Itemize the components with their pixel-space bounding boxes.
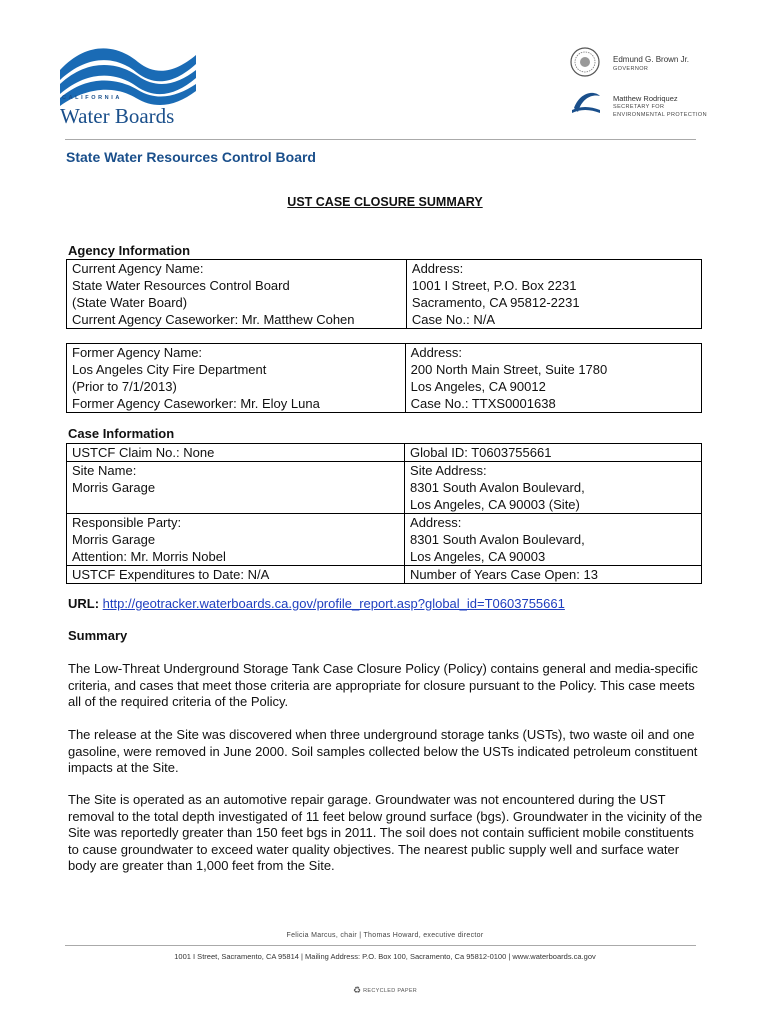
footer-divider	[65, 945, 696, 946]
responsible-party-address-cell	[405, 514, 702, 566]
cell-line: Current Agency Caseworker: Mr. Matthew Cohen	[72, 312, 355, 327]
summary-paragraph-1: The Low-Threat Underground Storage Tank Case Closure Policy (Policy) contains general and media-specific criteria, and cases that meet those criteria are appropriate for closure pursuant to the Policy. This case meets all of the required criteria of the Policy.	[68, 661, 698, 710]
footer-officials: Felicia Marcus, chair | Thomas Howard, executive director	[286, 932, 484, 939]
logo-state-text: CALIFORNIA	[62, 95, 122, 101]
cell-line: Site Address:	[410, 463, 487, 478]
cell-line: State Water Resources Control Board	[72, 278, 290, 293]
table-row	[67, 444, 702, 462]
table-row	[67, 566, 702, 584]
cell-line: Address:	[410, 515, 462, 530]
case-information-table	[66, 443, 702, 584]
table-row	[67, 462, 702, 514]
current-agency-table	[66, 259, 702, 329]
governor-name: Edmund G. Brown Jr.	[613, 55, 690, 64]
current-agency-address-cell	[406, 260, 701, 329]
cell-line: Los Angeles, CA 90012	[410, 379, 546, 394]
cell-line: USTCF Claim No.: None	[72, 445, 215, 460]
cell-line: Case No.: TTXS0001638	[410, 396, 556, 411]
former-agency-table	[66, 343, 702, 413]
secretary-title-line2: ENVIRONMENTAL PROTECTION	[613, 112, 707, 118]
site-address-cell	[405, 462, 702, 514]
logo-name-text: Water Boards	[60, 104, 175, 128]
cell-line: Former Agency Caseworker: Mr. Eloy Luna	[72, 396, 320, 411]
former-agency-cell	[67, 344, 406, 413]
board-name: State Water Resources Control Board	[66, 149, 316, 165]
former-agency-address-cell	[405, 344, 701, 413]
case-information-heading: Case Information	[68, 426, 175, 441]
cell-line: 200 North Main Street, Suite 1780	[410, 362, 608, 377]
footer-address: 1001 I Street, Sacramento, CA 95814 | Mailing Address: P.O. Box 100, Sacramento, Ca 95812-0100 | www.waterboards.ca.gov	[174, 952, 596, 961]
cell-line: USTCF Expenditures to Date: N/A	[72, 567, 270, 582]
governor-title: GOVERNOR	[613, 66, 649, 72]
cell-line: 8301 South Avalon Boulevard,	[410, 480, 585, 495]
calepa-logo-icon	[570, 88, 602, 116]
geotracker-link[interactable]: http://geotracker.waterboards.ca.gov/profile_report.asp?global_id=T0603755661	[102, 596, 565, 611]
url-line	[68, 596, 565, 611]
cell-line: 1001 I Street, P.O. Box 2231	[411, 278, 577, 293]
cell-line: (Prior to 7/1/2013)	[72, 379, 177, 394]
cell-line: Los Angeles, CA 90003	[410, 549, 546, 564]
secretary-name: Matthew Rodriquez	[613, 94, 678, 103]
secretary-title-line1: SECRETARY FOR	[613, 104, 665, 110]
site-name-cell	[67, 462, 405, 514]
claim-number-cell	[67, 444, 405, 462]
cell-line: Morris Garage	[72, 532, 156, 547]
recycled-paper-note	[0, 985, 770, 996]
cell-line: Address:	[411, 261, 464, 276]
document-title: UST CASE CLOSURE SUMMARY	[287, 195, 483, 209]
url-label: URL:	[68, 596, 100, 611]
state-seal-icon	[570, 47, 600, 77]
cell-line: Morris Garage	[72, 480, 156, 495]
cell-line: Sacramento, CA 95812-2231	[411, 295, 580, 310]
cell-line: 8301 South Avalon Boulevard,	[410, 532, 585, 547]
responsible-party-cell	[67, 514, 405, 566]
cell-line: Former Agency Name:	[72, 345, 203, 360]
cell-line: (State Water Board)	[72, 295, 188, 310]
years-open-cell	[405, 566, 702, 584]
summary-paragraph-2: The release at the Site was discovered when three underground storage tanks (USTs), two waste oil and one gasoline, were removed in June 2000. Soil samples collected below the USTs indicated petroleum constituent impacts at the Site.	[68, 727, 698, 776]
current-agency-cell	[67, 260, 407, 329]
table-row	[67, 514, 702, 566]
cell-line: Current Agency Name:	[72, 261, 204, 276]
recycled-paper-label: RECYCLED PAPER	[363, 987, 418, 994]
cell-line: Los Angeles City Fire Department	[72, 362, 267, 377]
cell-line: Site Name:	[72, 463, 137, 478]
global-id-cell	[405, 444, 702, 462]
agency-information-heading: Agency Information	[68, 243, 191, 258]
summary-heading: Summary	[68, 628, 128, 643]
header-divider	[65, 139, 696, 140]
cell-line: Number of Years Case Open: 13	[410, 567, 598, 582]
cell-line: Attention: Mr. Morris Nobel	[72, 549, 226, 564]
cell-line: Global ID: T0603755661	[410, 445, 552, 460]
recycle-icon: ♻	[352, 985, 362, 995]
cell-line: Case No.: N/A	[411, 312, 495, 327]
cell-line: Los Angeles, CA 90003 (Site)	[410, 497, 580, 512]
expenditures-cell	[67, 566, 405, 584]
summary-paragraph-3: The Site is operated as an automotive repair garage. Groundwater was not encountered during the UST removal to the total depth investigated of 11 feet below ground surface (bgs). Groundwater in the vicinity of the Site was reportedly greater than 150 feet bgs in 2011. The soil does not contain sufficient mobile constituents to cause groundwater to exceed water quality objectives. The nearest public supply well and surface water body are greater than 1,000 feet from the Site.	[68, 792, 703, 874]
cell-line: Responsible Party:	[72, 515, 182, 530]
cell-line: Address:	[410, 345, 462, 360]
